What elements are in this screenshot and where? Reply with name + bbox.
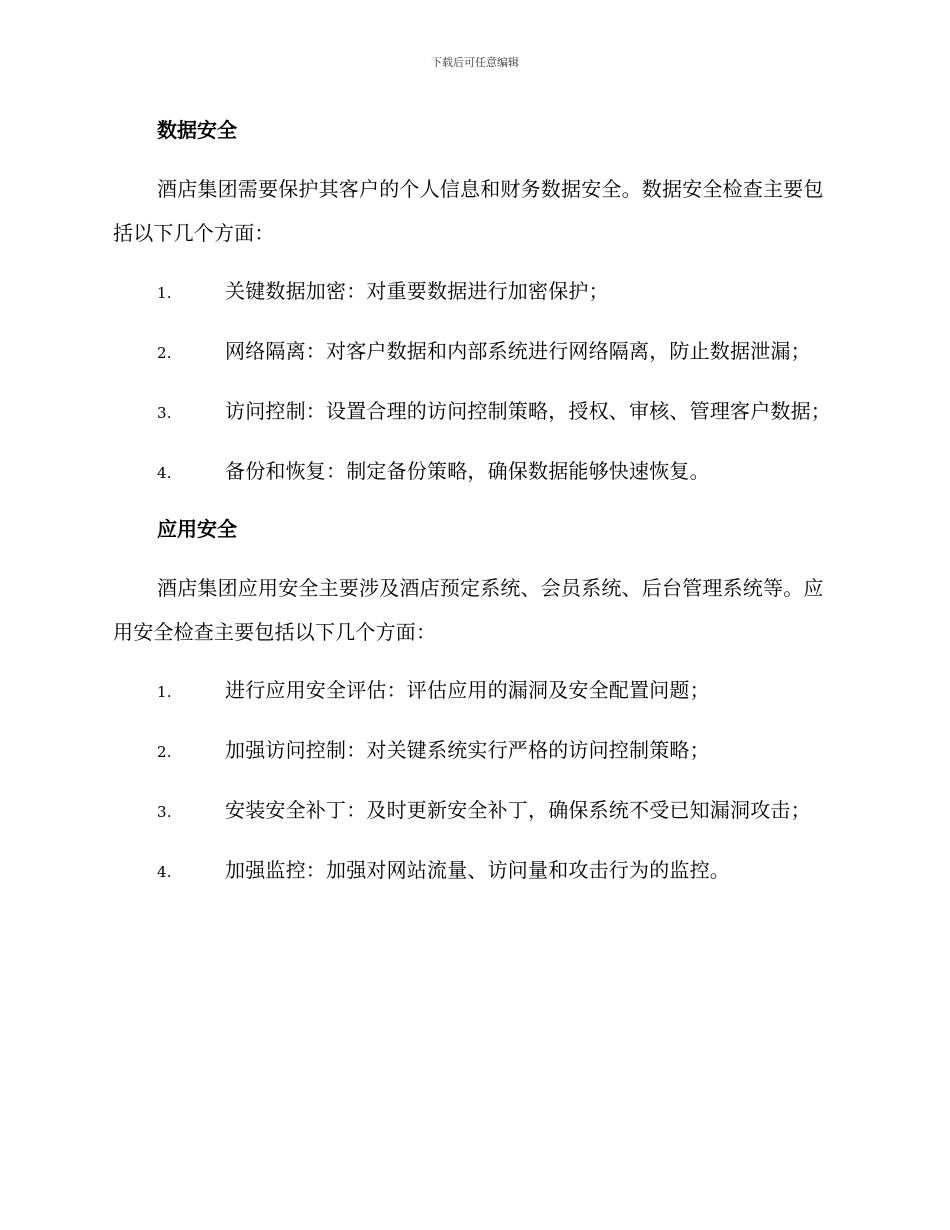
list-item-number: 3. — [157, 803, 172, 821]
list-item — [113, 269, 833, 315]
page-header-note: 下载后可任意编辑 — [431, 56, 519, 69]
section-heading-data-security: 数据安全 — [157, 118, 237, 142]
list-item-text: 备份和恢复：制定备份策略，确保数据能够快速恢复。 — [225, 459, 710, 483]
list-item-text: 访问控制：设置合理的访问控制策略，授权、审核、管理客户数据； — [225, 399, 831, 423]
list-item — [113, 389, 833, 435]
list-item-text: 安装安全补丁：及时更新安全补丁，确保系统不受已知漏洞攻击； — [225, 798, 811, 822]
list-item-number: 3. — [157, 404, 172, 422]
list-item-number: 2. — [157, 344, 172, 362]
list-item — [113, 848, 833, 894]
list-item — [113, 449, 833, 495]
list-item-text: 关键数据加密：对重要数据进行加密保护； — [225, 279, 609, 303]
document-body — [113, 110, 833, 908]
list-item-number: 4. — [157, 464, 172, 482]
list-item-text: 加强访问控制：对关键系统实行严格的访问控制策略； — [225, 738, 710, 762]
list-item — [113, 329, 833, 375]
list-item-text: 网络隔离：对客户数据和内部系统进行网络隔离，防止数据泄漏； — [225, 339, 811, 363]
section-intro-data-security: 酒店集团需要保护其客户的个人信息和财务数据安全。数据安全检查主要包括以下几个方面： — [113, 177, 824, 245]
list-item-text: 加强监控：加强对网站流量、访问量和攻击行为的监控。 — [225, 858, 730, 882]
list-item-number: 1. — [157, 284, 172, 302]
list-item-number: 1. — [157, 683, 172, 701]
section-heading-application-security: 应用安全 — [157, 517, 237, 541]
list-item — [113, 668, 833, 714]
list-item-text: 进行应用安全评估：评估应用的漏洞及安全配置问题； — [225, 678, 710, 702]
list-item — [113, 728, 833, 774]
list-item-number: 2. — [157, 743, 172, 761]
list-item — [113, 788, 833, 834]
section-intro-application-security: 酒店集团应用安全主要涉及酒店预定系统、会员系统、后台管理系统等。应用安全检查主要包括以下几个方面： — [113, 576, 824, 644]
list-item-number: 4. — [157, 863, 172, 881]
